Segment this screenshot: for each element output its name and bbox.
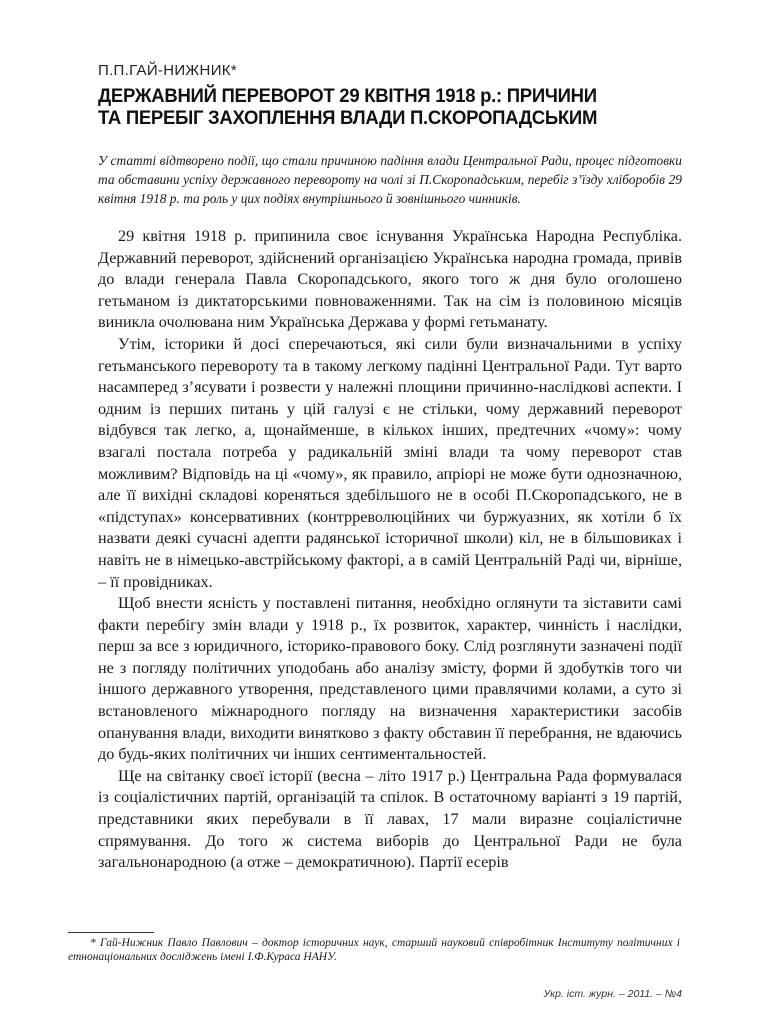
paragraph: Утім, історики й досі сперечаються, які сили були визначальними в успіху гетьманського перевороту та в такому легкому падінні Центральної Ради. Тут варто насамперед з’ясувати і розвести у належні площини причинно-наслідкові аспекти. І одним із перших питань у цій галузі є не стільки, чому державний переворот відбувся так легко, а, щонайменше, в кількох інших, предтечних «чому»: чому взагалі постала потреба у радикальній зміні влади та чому переворот став можливим? Відповідь на ці «чому», як правило, апріорі не може бути однозначною, але її вихідні складові кореняться здебільшого не в особі П.Скоропадського, не в «підступах» консервативних (контрреволюційних чи буржуазних, як хотіли б їх назвати деякі сучасні адепти радянської історичної школи) кіл, не в більшовиках і навіть не в німецько-австрійському факторі, а в самій Центральній Раді чи, вірніше, – її провідниках. [98, 334, 682, 591]
author-name: П.П.ГАЙ-НИЖНИК* [98, 62, 237, 79]
title-line-2: ТА ПЕРЕБІГ ЗАХОПЛЕННЯ ВЛАДИ П.СКОРОПАДСЬКИМ [98, 107, 598, 129]
journal-footer: Укр. іст. журн. – 2011. – №4 [543, 988, 682, 1000]
title-line-1: ДЕРЖАВНИЙ ПЕРЕВОРОТ 29 КВІТНЯ 1918 р.: ПРИЧИНИ [98, 85, 597, 107]
paragraph: 29 квітня 1918 р. припинила своє існування Українська Народна Республіка. Державний переворот, здійснений організацією Українська народна громада, привів до влади генерала Павла Скоропадського, якого того ж дня було оголошено гетьманом із диктаторськими повноваженнями. Так на сім із половиною місяців виникла очолювана ним Українська Держава у формі гетьманату. [98, 227, 682, 332]
abstract: У статті відтворено події, що стали причиною падіння влади Центральної Ради, процес підготовки та обставини успіху державного перевороту на чолі зі П.Скоропадським, перебіг з’їзду хліборобів 29 квітня 1918 р. та роль у цих подіях внутрішнього й зовнішнього чинників. [98, 153, 682, 206]
paragraph: Ще на світанку своєї історії (весна – літо 1917 р.) Центральна Рада формувалася із соціалістичних партій, організацій та спілок. В остаточному варіанті з 19 партій, представники яких перебували в її лавах, 17 мали виразне соціалістичне спрямування. До того ж система виборів до Центральної Ради не була загальнонародною (а отже – демократичною). Партії есерів [98, 766, 682, 872]
footnote-divider [68, 932, 154, 933]
article-title [98, 85, 687, 129]
article [98, 62, 682, 874]
article-body [98, 226, 682, 874]
paragraph: Щоб внести ясність у поставлені питання, необхідно оглянути та зіставити самі факти перебігу змін влади у 1918 р., їх розвиток, характер, чинність і наслідки, перш за все з юридичного, історико-правового боку. Слід розглянути зазначені події не з погляду політичних уподобань або аналізу змісту, форми й здобутків того чи іншого державного утворення, представленого цими правлячими колами, а суто зі встановленого міжнародного погляду на визначення характеристики засобів опанування влади, виходити винятково з факту обставин її перебрання, не вдаючись до будь-яких політичних чи інших сентиментальностей. [98, 594, 682, 764]
footnote: * Гай-Нижник Павло Павлович – доктор історичних наук, старший науковий співробітник Інституту політичних і етнонаціональних досліджень імені І.Ф.Кураса НАНУ. [68, 937, 680, 963]
